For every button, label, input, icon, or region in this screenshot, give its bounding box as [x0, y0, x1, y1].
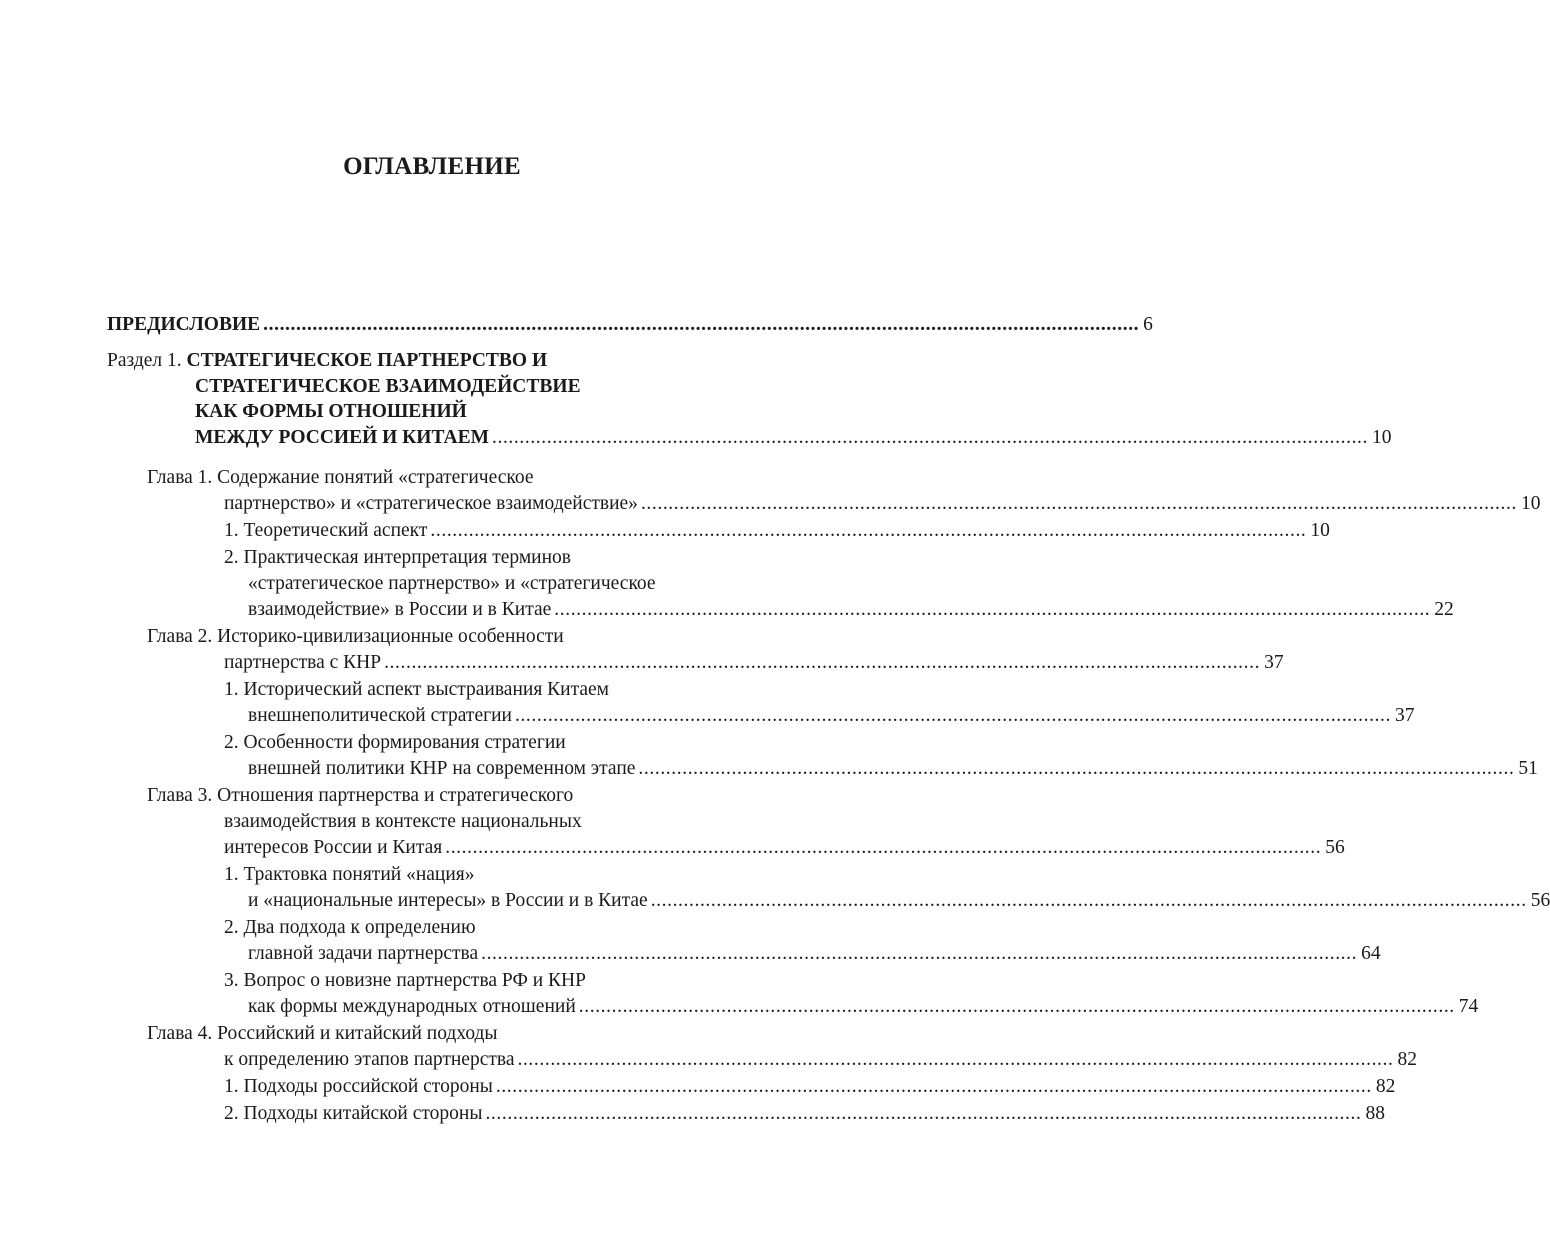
toc-ch3-s1-line[interactable]: 1. Трактовка понятий «нация» — [224, 864, 475, 885]
toc-entry-ch3-s2[interactable] — [248, 941, 1381, 967]
toc-chapter-3-line: взаимодействия в контексте национальных — [224, 811, 582, 832]
toc-chapter-4[interactable]: Глава 4. Российский и китайский подходы — [147, 1023, 498, 1044]
toc-page-number: 82 — [1375, 1076, 1396, 1097]
toc-entry-label: ПРЕДИСЛОВИЕ — [107, 314, 261, 335]
toc-ch2-s2-line[interactable]: 2. Особенности формирования стратегии — [224, 732, 566, 753]
toc-entry-chapter-3[interactable] — [224, 835, 1345, 861]
dot-leader: ................................................................................................................................................................ — [384, 652, 1261, 673]
dot-leader: ................................................................................................................................................................ — [650, 890, 1527, 911]
toc-entry-label: внешнеполитической стратегии — [248, 705, 512, 726]
section-title-line: СТРАТЕГИЧЕСКОЕ ВЗАИМОДЕЙСТВИЕ — [195, 376, 581, 397]
toc-entry-label: интересов России и Китая — [224, 837, 443, 858]
toc-ch3-s2-line[interactable]: 2. Два подхода к определению — [224, 917, 476, 938]
toc-entry-chapter-1[interactable] — [224, 491, 1541, 517]
dot-leader: ................................................................................................................................................................ — [481, 943, 1358, 964]
toc-entry-ch4-s1[interactable] — [224, 1074, 1396, 1100]
toc-entry-label: главной задачи партнерства — [248, 943, 479, 964]
toc-entry-chapter-2[interactable] — [224, 650, 1284, 676]
toc-entry-section-1-end[interactable] — [195, 425, 1392, 451]
toc-section-1[interactable] — [107, 348, 547, 374]
dot-leader: ................................................................................................................................................................ — [263, 314, 1140, 335]
toc-page-number: 56 — [1325, 837, 1345, 858]
dot-leader: ................................................................................................................................................................ — [638, 758, 1515, 779]
toc-page-number: 37 — [1264, 652, 1284, 673]
toc-entry-ch2-s1[interactable] — [248, 703, 1415, 729]
dot-leader: ................................................................................................................................................................ — [554, 599, 1431, 620]
toc-entry-label: партнерство» и «стратегическое взаимодействие» — [224, 493, 638, 514]
toc-chapter-2[interactable]: Глава 2. Историко-цивилизационные особенности — [147, 626, 564, 647]
toc-entry-label: 2. Подходы китайской стороны — [224, 1103, 483, 1124]
toc-chapter-3[interactable]: Глава 3. Отношения партнерства и стратегического — [147, 785, 574, 806]
toc-page-number: 10 — [1520, 493, 1541, 514]
toc-entry-ch2-s2[interactable] — [248, 756, 1538, 782]
dot-leader: ................................................................................................................................................................ — [485, 1103, 1362, 1124]
toc-page-number: 6 — [1143, 314, 1153, 335]
toc-entry-label: как формы международных отношений — [248, 996, 576, 1017]
toc-entry-label: и «национальные интересы» в России и в Китае — [248, 890, 648, 911]
dot-leader: ................................................................................................................................................................ — [445, 837, 1322, 858]
toc-ch3-s3-line[interactable]: 3. Вопрос о новизне партнерства РФ и КНР — [224, 970, 586, 991]
dot-leader: ................................................................................................................................................................ — [514, 705, 1391, 726]
toc-entry-ch3-s3[interactable] — [248, 994, 1479, 1020]
toc-entry-label: к определению этапов партнерства — [224, 1049, 515, 1070]
toc-ch2-s1-line[interactable]: 1. Исторический аспект выстраивания Китаем — [224, 679, 610, 700]
toc-entry-label: взаимодействие» в России и в Китае — [248, 599, 552, 620]
toc-entry-label: 1. Теоретический аспект — [224, 520, 428, 541]
toc-page-number: 82 — [1397, 1049, 1417, 1070]
toc-page-number: 22 — [1434, 599, 1454, 620]
section-title-line: СТРАТЕГИЧЕСКОЕ ПАРТНЕРСТВО И — [186, 350, 548, 371]
toc-entry-chapter-4[interactable] — [224, 1047, 1417, 1073]
toc-page-number: 51 — [1518, 758, 1538, 779]
toc-entry-preface[interactable] — [107, 312, 1153, 338]
toc-ch1-s2-line[interactable]: 2. Практическая интерпретация терминов — [224, 547, 572, 568]
toc-page-number: 10 — [1310, 520, 1330, 541]
toc-entry-ch4-s2[interactable] — [224, 1101, 1385, 1127]
toc-entry-label: партнерства с КНР — [224, 652, 382, 673]
toc-page-number: 74 — [1458, 996, 1479, 1017]
toc-chapter-1[interactable]: Глава 1. Содержание понятий «стратегическое — [147, 467, 534, 488]
page-title: ОГЛАВЛЕНИЕ — [343, 153, 521, 180]
toc-ch1-s2-line: «стратегическое партнерство» и «стратегическое — [248, 573, 656, 594]
toc-page-number: 56 — [1530, 890, 1550, 911]
toc-page-number: 88 — [1365, 1103, 1385, 1124]
section-title-line: МЕЖДУ РОССИЕЙ И КИТАЕМ — [195, 427, 489, 448]
toc-entry-ch1-s1[interactable] — [224, 518, 1330, 544]
section-prefix: Раздел 1. — [107, 350, 182, 371]
dot-leader: ................................................................................................................................................................ — [517, 1049, 1394, 1070]
toc-page-number: 10 — [1372, 427, 1392, 448]
toc-entry-ch1-s2[interactable] — [248, 597, 1454, 623]
dot-leader: ................................................................................................................................................................ — [640, 493, 1517, 514]
toc-entry-label: 1. Подходы российской стороны — [224, 1076, 493, 1097]
toc-page-number: 37 — [1394, 705, 1415, 726]
toc-entry-label: внешней политики КНР на современном этапе — [248, 758, 636, 779]
dot-leader: ................................................................................................................................................................ — [430, 520, 1307, 541]
toc-entry-ch3-s1[interactable] — [248, 888, 1550, 914]
dot-leader: ................................................................................................................................................................ — [495, 1076, 1372, 1097]
section-title-line: КАК ФОРМЫ ОТНОШЕНИЙ — [195, 401, 467, 422]
toc-page-number: 64 — [1361, 943, 1381, 964]
dot-leader: ................................................................................................................................................................ — [578, 996, 1455, 1017]
dot-leader: ................................................................................................................................................................ — [492, 427, 1368, 448]
